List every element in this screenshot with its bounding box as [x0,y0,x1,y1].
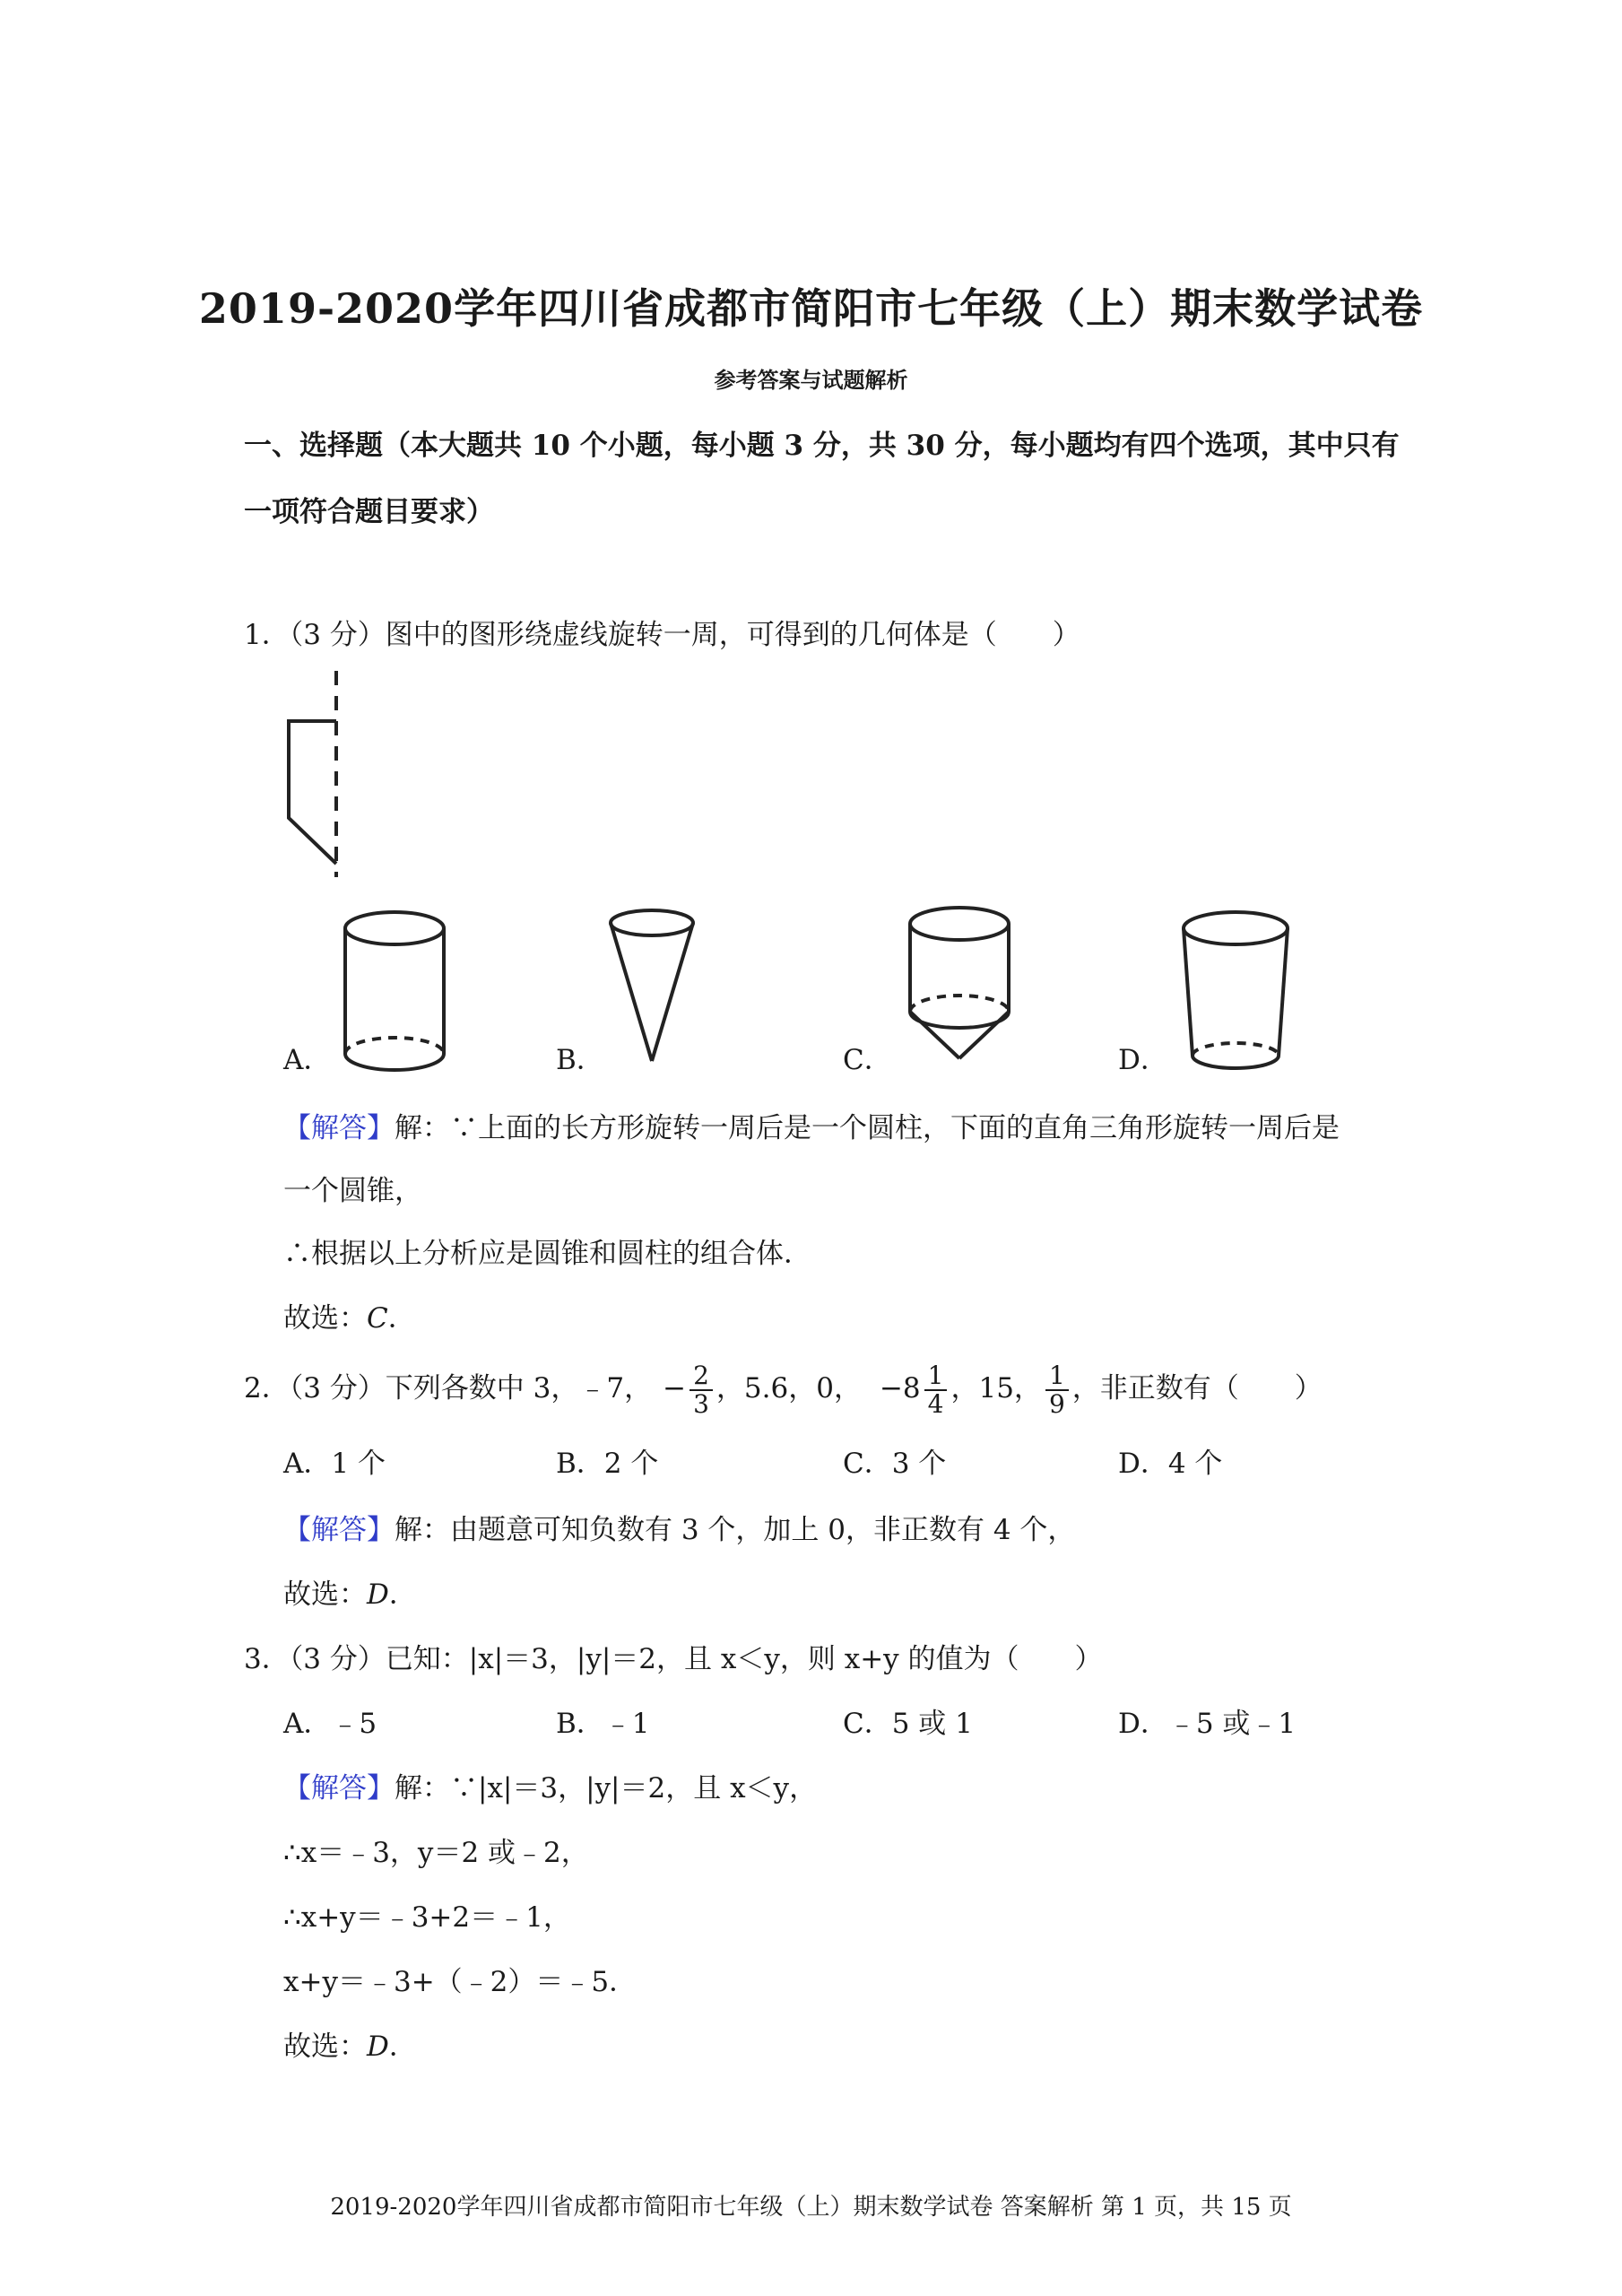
q1-option-d-frustum [1175,901,1300,1072]
page-title: 2019-2020学年四川省成都市简阳市七年级（上）期末数学试卷 [198,284,1424,333]
q1-answer-line-3: ∴根据以上分析应是圆锥和圆柱的组合体． [283,1238,811,1270]
q3-option-c: C．5 或 1 [843,1708,973,1740]
q3-answer-line-1: 【解答】解：∵|x|＝3，|y|＝2，且 x＜y， [283,1772,818,1805]
q1-option-d-label: D． [1118,1044,1168,1076]
q3-stem: 3．（3 分）已知：|x|＝3，|y|＝2，且 x＜y，则 x+y 的值为（ ） [244,1643,1103,1675]
q1-option-c-label: C． [843,1044,892,1076]
q2-choice: 故选：D． [283,1578,417,1611]
section-heading: 一、选择题（本大题共 10 个小题，每小题 3 分，共 30 分，每小题均有四个选项，其中只有一项符合题目要求） [244,430,1400,528]
page-footer: 2019-2020学年四川省成都市简阳市七年级（上）期末数学试卷 答案解析 第 1 页，共 15 页 [330,2194,1292,2221]
q1-rotation-figure [269,671,350,877]
q2-answer: 【解答】解：由题意可知负数有 3 个，加上 0，非正数有 4 个， [283,1514,1076,1546]
fraction: $\frac{1}{9}$ [1045,1362,1069,1418]
q1-option-c-cylinder-cone [906,897,1022,1067]
q2-answer-tag: 【解答】 [283,1514,395,1546]
q3-option-b: B．﹣1 [556,1708,650,1740]
q1-option-a-label: A． [283,1044,332,1076]
fraction: $\frac{1}{4}$ [924,1362,948,1418]
q2-option-a: A．1 个 [283,1448,386,1480]
q3-answer-line-4: x+y＝﹣3+（﹣2）＝﹣5． [283,1966,638,1998]
q3-option-a: A．﹣5 [283,1708,377,1740]
q2-stem: 2．（3 分）下列各数中 3，﹣7， − $\frac{2}{3}$ ，5.6，0， −8 $\frac{1}{4}$ ，15， $\frac{1}{9}$ ，非正数有（ ） [244,1360,1323,1419]
q1-answer-line-1: 【解答】解：∵上面的长方形旋转一周后是一个圆柱，下面的直角三角形旋转一周后是 [283,1112,1340,1144]
q3-answer-tag: 【解答】 [283,1772,395,1805]
fraction: $\frac{2}{3}$ [690,1362,713,1418]
q1-choice: 故选：C． [283,1302,416,1335]
q1-option-a-cylinder [341,901,457,1072]
q1-answer-tag: 【解答】 [283,1112,395,1144]
q1-option-b-cone [605,901,704,1072]
q3-option-d: D．﹣5 或﹣1 [1118,1708,1297,1740]
q3-answer-line-2: ∴x＝﹣3，y＝2 或﹣2， [283,1837,589,1869]
q2-option-c: C．3 个 [843,1448,947,1480]
q1-stem: 1．（3 分）图中的图形绕虚线旋转一周，可得到的几何体是（ ） [244,619,1080,651]
q1-answer-line-2: 一个圆锥， [283,1175,422,1207]
q2-option-d: D．4 个 [1118,1448,1223,1480]
q3-answer-line-3: ∴x+y＝﹣3+2＝﹣1， [283,1901,571,1934]
q2-option-b: B．2 个 [556,1448,659,1480]
page-subtitle: 参考答案与试题解析 [714,367,908,393]
q1-option-b-label: B． [556,1044,604,1076]
q3-choice: 故选：D． [283,2031,417,2063]
